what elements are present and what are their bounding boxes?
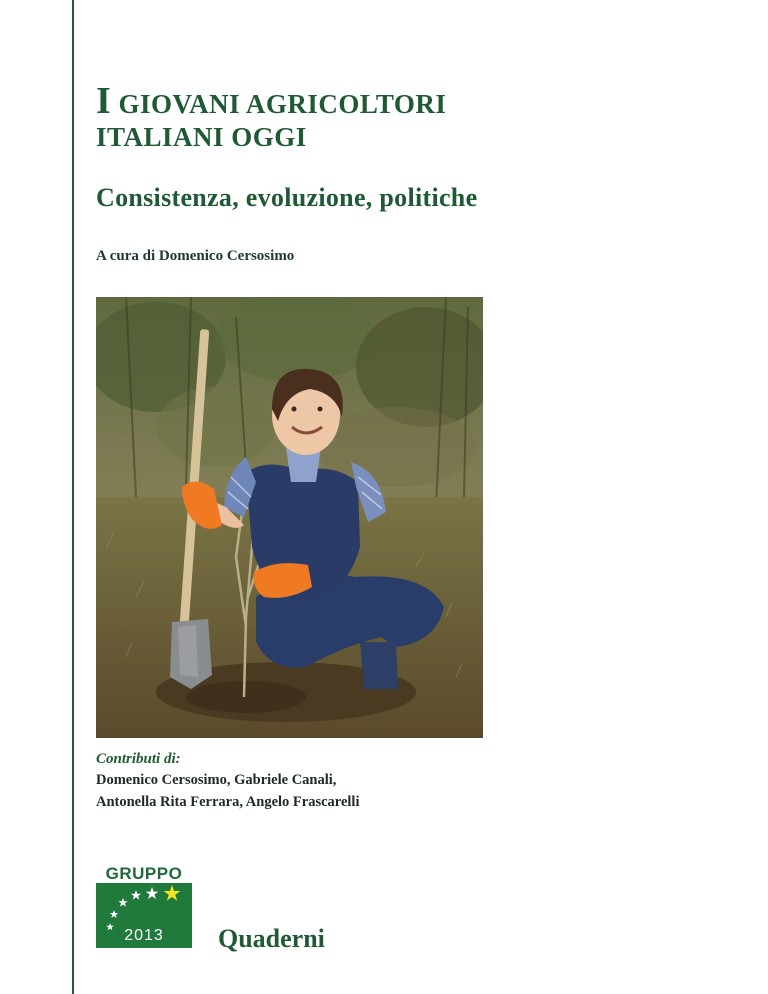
title-initial: I	[96, 80, 112, 122]
series-name: Quaderni	[218, 924, 325, 953]
farmer-planting-tree-illustration	[96, 297, 483, 738]
contributors-line-1: Domenico Cersosimo, Gabriele Canali,	[96, 772, 337, 788]
cover-photo	[96, 297, 483, 738]
book-subtitle: Consistenza, evoluzione, politiche	[96, 183, 478, 212]
logo-green-box	[96, 883, 192, 948]
contributors-line-2: Antonella Rita Ferrara, Angelo Frascarelli	[96, 794, 360, 810]
cover-edge-line	[72, 0, 74, 994]
title-line-1-text: GIOVANI AGRICOLTORI	[111, 89, 447, 119]
title-line-2: ITALIANI OGGI	[96, 122, 307, 152]
logo-year: 2013	[124, 927, 164, 944]
logo-gruppo-text: GRUPPO	[96, 864, 192, 883]
gruppo-2013-logo	[96, 864, 192, 948]
book-title	[96, 80, 447, 153]
title-line-1	[96, 80, 447, 122]
editor-credit: A cura di Domenico Cersosimo	[96, 248, 295, 264]
contributors-heading: Contributi di:	[96, 751, 181, 767]
